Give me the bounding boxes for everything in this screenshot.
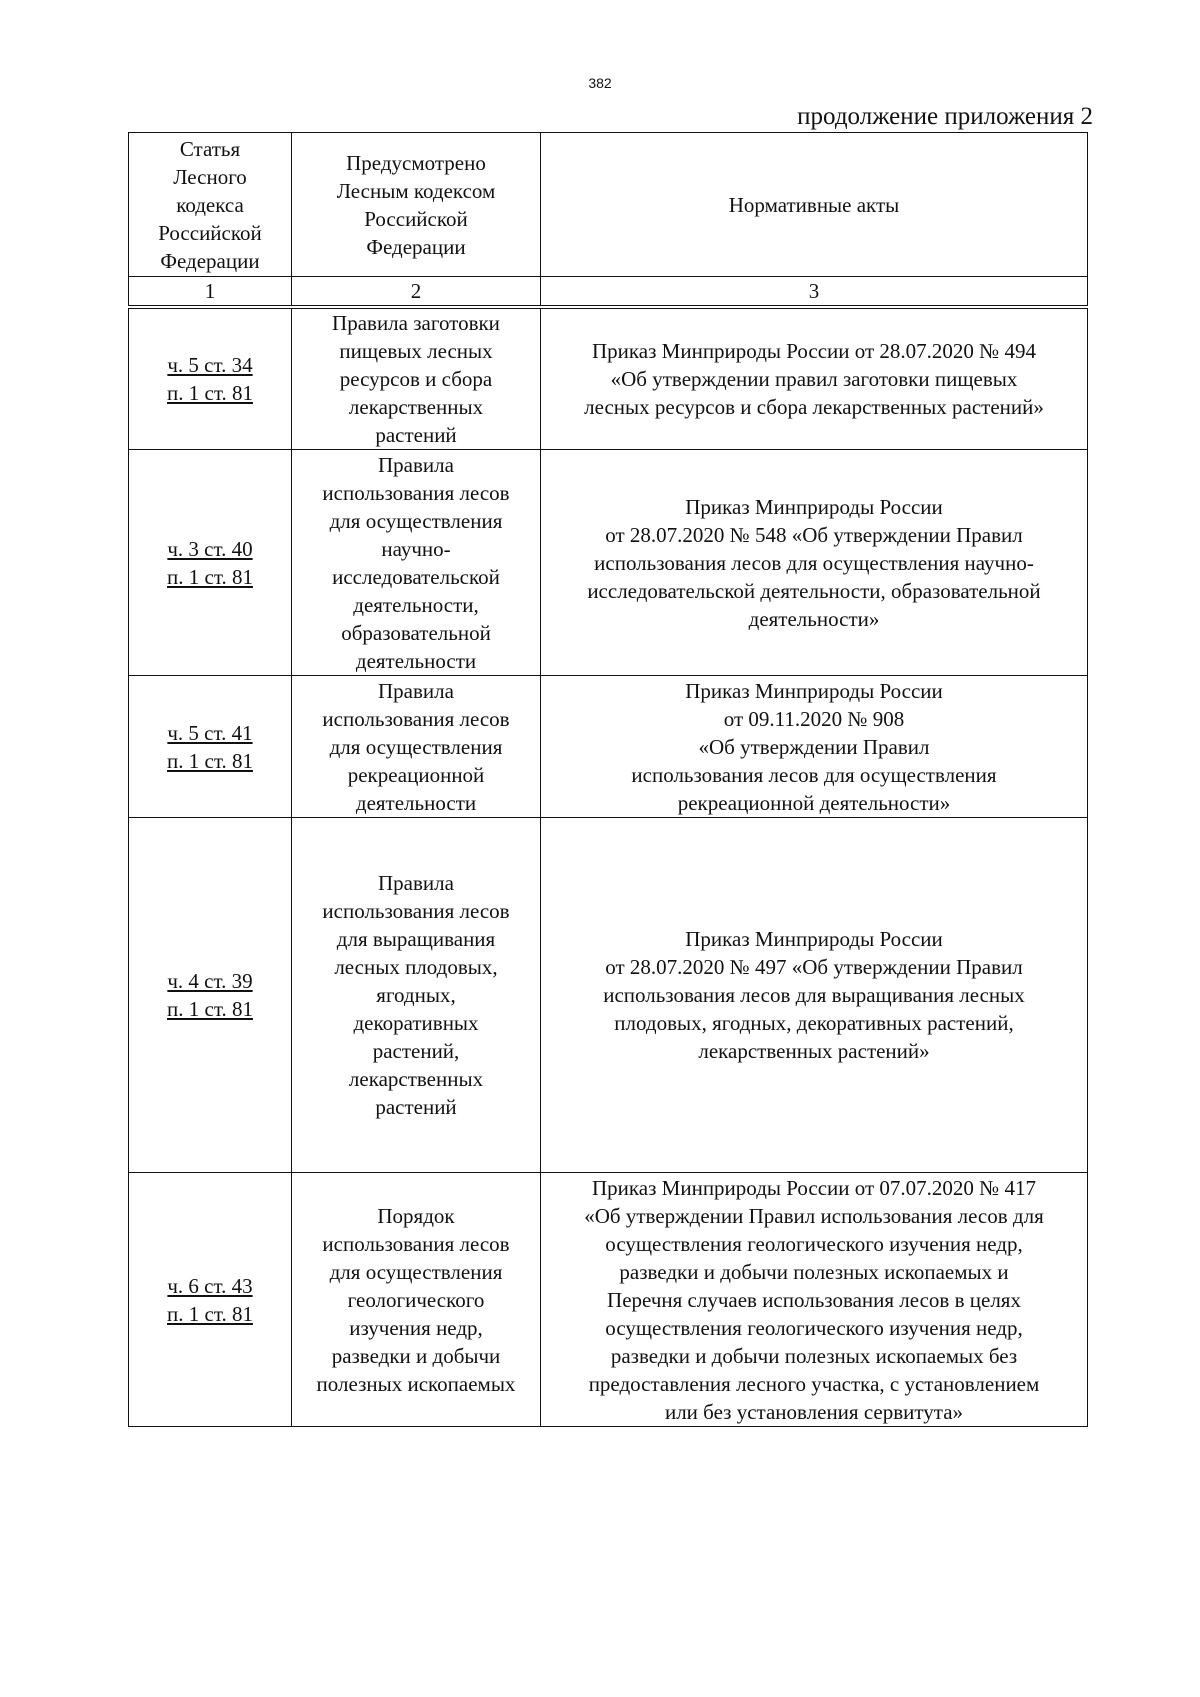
cell-line: использования лесов (322, 1231, 510, 1256)
cell-line: геологического (347, 1287, 485, 1312)
cell-line: деятельности» (748, 606, 880, 631)
cell-line: Приказ Минприроды России от 28.07.2020 № 494 (592, 339, 1036, 363)
article-link[interactable]: ч. 5 ст. 34 (167, 353, 253, 377)
article-link[interactable]: п. 1 ст. 81 (167, 997, 253, 1021)
header-line: Предусмотрено (346, 150, 486, 175)
cell-line: использования лесов для выращивания лесных (603, 983, 1025, 1007)
column-number: 1 (129, 277, 292, 308)
continuation-caption: продолжение приложения 2 (797, 103, 1093, 130)
cell-line: лекарственных (348, 395, 484, 419)
cell-line: растений (375, 423, 457, 447)
header-acts (541, 133, 1088, 277)
cell-line: растений, (372, 1039, 460, 1063)
cell-line: образовательной (341, 620, 491, 645)
cell-line: растений (375, 1095, 457, 1119)
cell-line: для осуществления (329, 508, 503, 533)
cell-line: ягодных, (376, 983, 456, 1007)
article-cell (129, 1173, 292, 1427)
header-provided (292, 133, 541, 277)
cell-line: использования лесов для осуществления научно- (594, 550, 1034, 575)
article-link[interactable]: ч. 6 ст. 43 (167, 1273, 253, 1298)
cell-line: исследовательской (332, 564, 500, 589)
table-row (129, 1173, 1088, 1427)
cell-line: «Об утверждении правил заготовки пищевых (610, 367, 1018, 391)
article-link[interactable]: ч. 5 ст. 41 (167, 720, 253, 745)
column-number: 3 (541, 277, 1088, 308)
cell-line: осуществления геологического изучения недр, (605, 1315, 1023, 1340)
acts-cell (541, 450, 1088, 676)
article-link[interactable]: п. 1 ст. 81 (167, 564, 253, 589)
acts-cell (541, 818, 1088, 1173)
cell-line: от 09.11.2020 № 908 (723, 706, 905, 731)
cell-line: «Об утверждении Правил (698, 734, 930, 759)
provided-cell (292, 307, 541, 450)
table-row (129, 307, 1088, 450)
regulations-table (128, 132, 1088, 1427)
cell-line: изучения недр, (349, 1315, 483, 1340)
header-line: Нормативные акты (728, 192, 900, 217)
cell-line: Приказ Минприроды России (685, 678, 943, 703)
article-cell (129, 676, 292, 818)
acts-cell (541, 676, 1088, 818)
cell-line: рекреационной деятельности» (677, 790, 951, 815)
cell-line: разведки и добычи полезных ископаемых без (610, 1343, 1018, 1368)
provided-cell (292, 818, 541, 1173)
cell-line: рекреационной (347, 762, 485, 787)
cell-line: Правила (378, 871, 454, 895)
cell-line: лекарственных растений» (698, 1039, 930, 1063)
provided-cell (292, 450, 541, 676)
cell-line: использования лесов (322, 706, 510, 731)
column-number-row (129, 277, 1088, 308)
header-line: Статья (179, 136, 241, 161)
acts-cell (541, 1173, 1088, 1427)
cell-line: Порядок (377, 1203, 455, 1228)
cell-line: для осуществления (329, 734, 503, 759)
cell-line: использования лесов (322, 899, 510, 923)
header-article (129, 133, 292, 277)
cell-line: «Об утверждении Правил использования лесов для (584, 1203, 1044, 1228)
cell-line: Перечня случаев использования лесов в целях (607, 1287, 1021, 1312)
article-link[interactable]: ч. 4 ст. 39 (167, 969, 253, 993)
header-line: кодекса (176, 192, 244, 217)
provided-cell (292, 676, 541, 818)
header-line: Федерации (366, 234, 466, 259)
cell-line: пищевых лесных (339, 339, 493, 363)
cell-line: использования лесов (322, 480, 510, 505)
table-row (129, 676, 1088, 818)
provided-cell (292, 1173, 541, 1427)
cell-line: исследовательской деятельности, образовательной (587, 578, 1041, 603)
cell-line: от 28.07.2020 № 548 «Об утверждении Правил (605, 522, 1023, 547)
article-link[interactable]: ч. 3 ст. 40 (167, 536, 253, 561)
cell-line: разведки и добычи (331, 1343, 501, 1368)
cell-line: плодовых, ягодных, декоративных растений, (614, 1011, 1014, 1035)
cell-line: для осуществления (329, 1259, 503, 1284)
table-row (129, 818, 1088, 1173)
cell-line: или без установления сервитута» (664, 1399, 964, 1424)
table-header-row (129, 133, 1088, 277)
cell-line: лесных ресурсов и сбора лекарственных растений» (584, 395, 1044, 419)
cell-line: деятельности, (353, 592, 479, 617)
article-link[interactable]: п. 1 ст. 81 (167, 748, 253, 773)
article-cell (129, 818, 292, 1173)
header-line: Российской (364, 206, 468, 231)
article-link[interactable]: п. 1 ст. 81 (167, 1301, 253, 1326)
cell-line: Правила (378, 678, 454, 703)
cell-line: лесных плодовых, (334, 955, 498, 979)
cell-line: лекарственных (348, 1067, 484, 1091)
cell-line: для выращивания (336, 927, 496, 951)
cell-line: Правила заготовки (332, 311, 500, 335)
cell-line: от 28.07.2020 № 497 «Об утверждении Правил (605, 955, 1023, 979)
acts-cell (541, 307, 1088, 450)
cell-line: Приказ Минприроды России (685, 494, 943, 519)
header-line: Российской (158, 220, 262, 245)
cell-line: деятельности (355, 648, 477, 673)
page-number: 382 (588, 75, 612, 91)
cell-line: Приказ Минприроды России от 07.07.2020 № 417 (592, 1175, 1036, 1200)
cell-line: научно- (381, 536, 451, 561)
article-cell (129, 450, 292, 676)
cell-line: полезных ископаемых (316, 1371, 516, 1396)
cell-line: Приказ Минприроды России (685, 927, 943, 951)
article-link[interactable]: п. 1 ст. 81 (167, 381, 253, 405)
cell-line: разведки и добычи полезных ископаемых и (619, 1259, 1009, 1284)
cell-line: декоративных (353, 1011, 479, 1035)
article-cell (129, 307, 292, 450)
table-row (129, 450, 1088, 676)
header-line: Федерации (160, 248, 260, 273)
header-line: Лесного (173, 164, 247, 189)
cell-line: деятельности (355, 790, 477, 815)
cell-line: предоставления лесного участка, с установлением (588, 1371, 1040, 1396)
cell-line: осуществления геологического изучения недр, (605, 1231, 1023, 1256)
header-line: Лесным кодексом (336, 178, 496, 203)
cell-line: использования лесов для осуществления (631, 762, 997, 787)
cell-line: Правила (378, 452, 454, 477)
cell-line: ресурсов и сбора (339, 367, 493, 391)
column-number: 2 (292, 277, 541, 308)
